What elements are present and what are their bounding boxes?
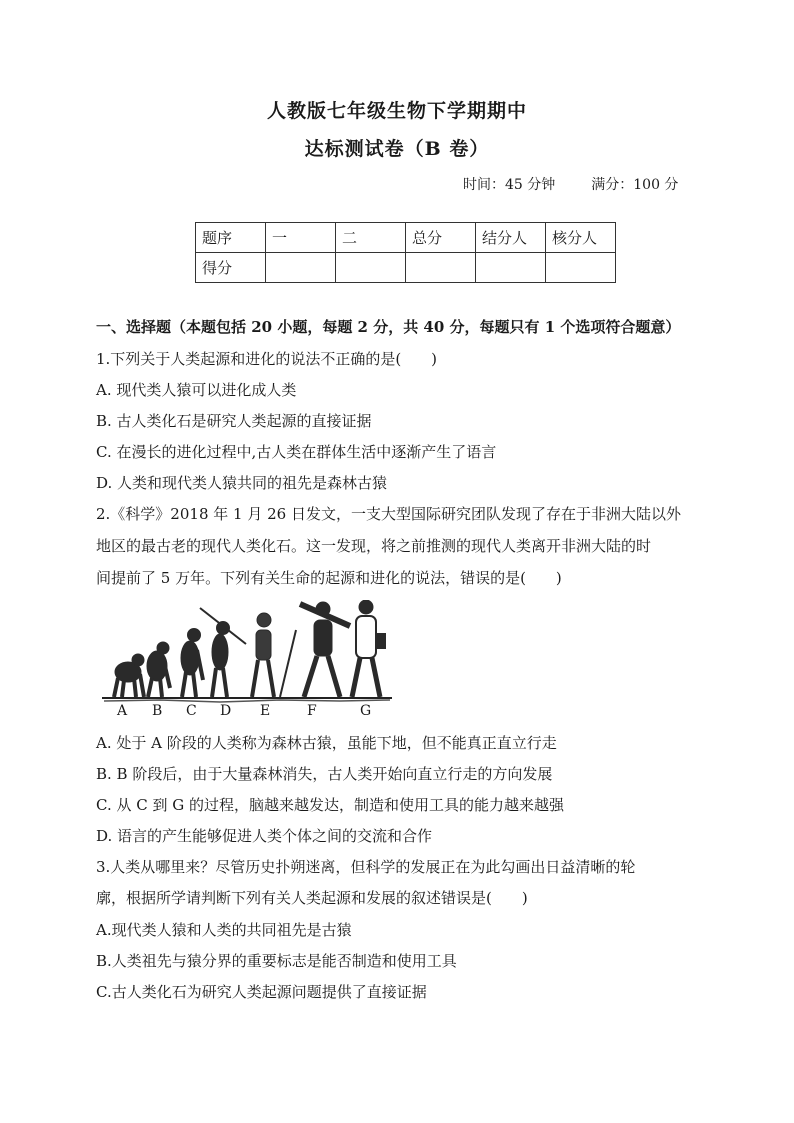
question-2-stem-line: 地区的最古老的现代人类化石。这一发现，将之前推测的现代人类离开非洲大陆的时 [96, 537, 652, 555]
figure-label-e: E [260, 703, 271, 719]
figure-b-ape [147, 642, 170, 697]
question-1-option-d: D. 人类和现代类人猿共同的祖先是森林古猿 [96, 474, 388, 492]
figure-e-man [252, 613, 296, 697]
score-table-score-row [196, 253, 616, 283]
score-cell: 得分 [196, 253, 266, 283]
score-cell: 结分人 [476, 223, 546, 253]
question-2-option-b: B. B 阶段后，由于大量森林消失，古人类开始向直立行走的方向发展 [96, 765, 553, 783]
question-3-option-a: A.现代类人猿和人类的共同祖先是古猿 [96, 921, 352, 939]
question-3-option-c: C.古人类化石为研究人类起源问题提供了直接证据 [96, 983, 427, 1001]
score-cell [336, 253, 406, 283]
question-1-option-b: B. 古人类化石是研究人类起源的直接证据 [96, 412, 372, 430]
question-3-stem-line: 3.人类从哪里来？尽管历史扑朔迷离，但科学的发展正在为此勾画出日益清晰的轮 [96, 858, 636, 876]
figure-c-hominid [181, 629, 203, 698]
score-cell: 二 [336, 223, 406, 253]
score-cell: 核分人 [546, 223, 616, 253]
score-cell [406, 253, 476, 283]
question-2-option-d: D. 语言的产生能够促进人类个体之间的交流和合作 [96, 827, 433, 845]
score-cell [266, 253, 336, 283]
score-cell: 一 [266, 223, 336, 253]
exam-title: 人教版七年级生物下学期期中 [266, 100, 527, 122]
human-evolution-figure [100, 600, 395, 720]
figure-label-f: F [307, 703, 317, 719]
figure-f-man [300, 602, 350, 697]
score-table-header-row [196, 223, 616, 253]
question-1-option-c: C. 在漫长的进化过程中,古人类在群体生活中逐渐产生了语言 [96, 443, 497, 461]
score-cell [546, 253, 616, 283]
figure-label-g: G [360, 703, 372, 719]
figure-label-a: A [117, 703, 128, 719]
ground-texture [104, 700, 390, 702]
section-heading: 一、选择题（本题包括 20 小题，每题 2 分，共 40 分，每题只有 1 个选项符合题意） [96, 318, 681, 336]
score-cell: 总分 [406, 223, 476, 253]
score-table [195, 222, 616, 283]
figure-label-d: D [220, 703, 232, 719]
exam-subtitle: 达标测试卷（B 卷） [304, 138, 490, 160]
question-3-stem-line: 廓，根据所学请判断下列有关人类起源和发展的叙述错误是( ) [96, 889, 528, 907]
question-2-stem-line: 2.《科学》2018 年 1 月 26 日发文，一支大型国际研究团队发现了存在于非洲大陆以外 [96, 505, 681, 523]
time-limit: 时间：45 分钟 [463, 177, 556, 193]
question-3-option-b: B.人类祖先与猿分界的重要标志是能否制造和使用工具 [96, 952, 457, 970]
question-1-option-a: A. 现代类人猿可以进化成人类 [96, 381, 297, 399]
figure-g-man [352, 601, 385, 698]
full-score: 满分：100 分 [591, 177, 679, 193]
figure-label-b: B [152, 703, 163, 719]
question-2-option-c: C. 从 C 到 G 的过程，脑越来越发达，制造和使用工具的能力越来越强 [96, 796, 565, 814]
score-cell [476, 253, 546, 283]
score-cell: 题序 [196, 223, 266, 253]
exam-meta [463, 174, 678, 194]
question-2-option-a: A. 处于 A 阶段的人类称为森林古猿，虽能下地，但不能真正直立行走 [96, 734, 557, 752]
figure-a-ape [114, 654, 144, 697]
figure-d-hominid [200, 608, 246, 697]
question-2-stem-line: 间提前了 5 万年。下列有关生命的起源和进化的说法，错误的是( ) [96, 569, 562, 587]
question-1-stem: 1.下列关于人类起源和进化的说法不正确的是( ) [96, 350, 438, 368]
figure-label-c: C [186, 703, 197, 719]
figure-labels [100, 703, 395, 723]
